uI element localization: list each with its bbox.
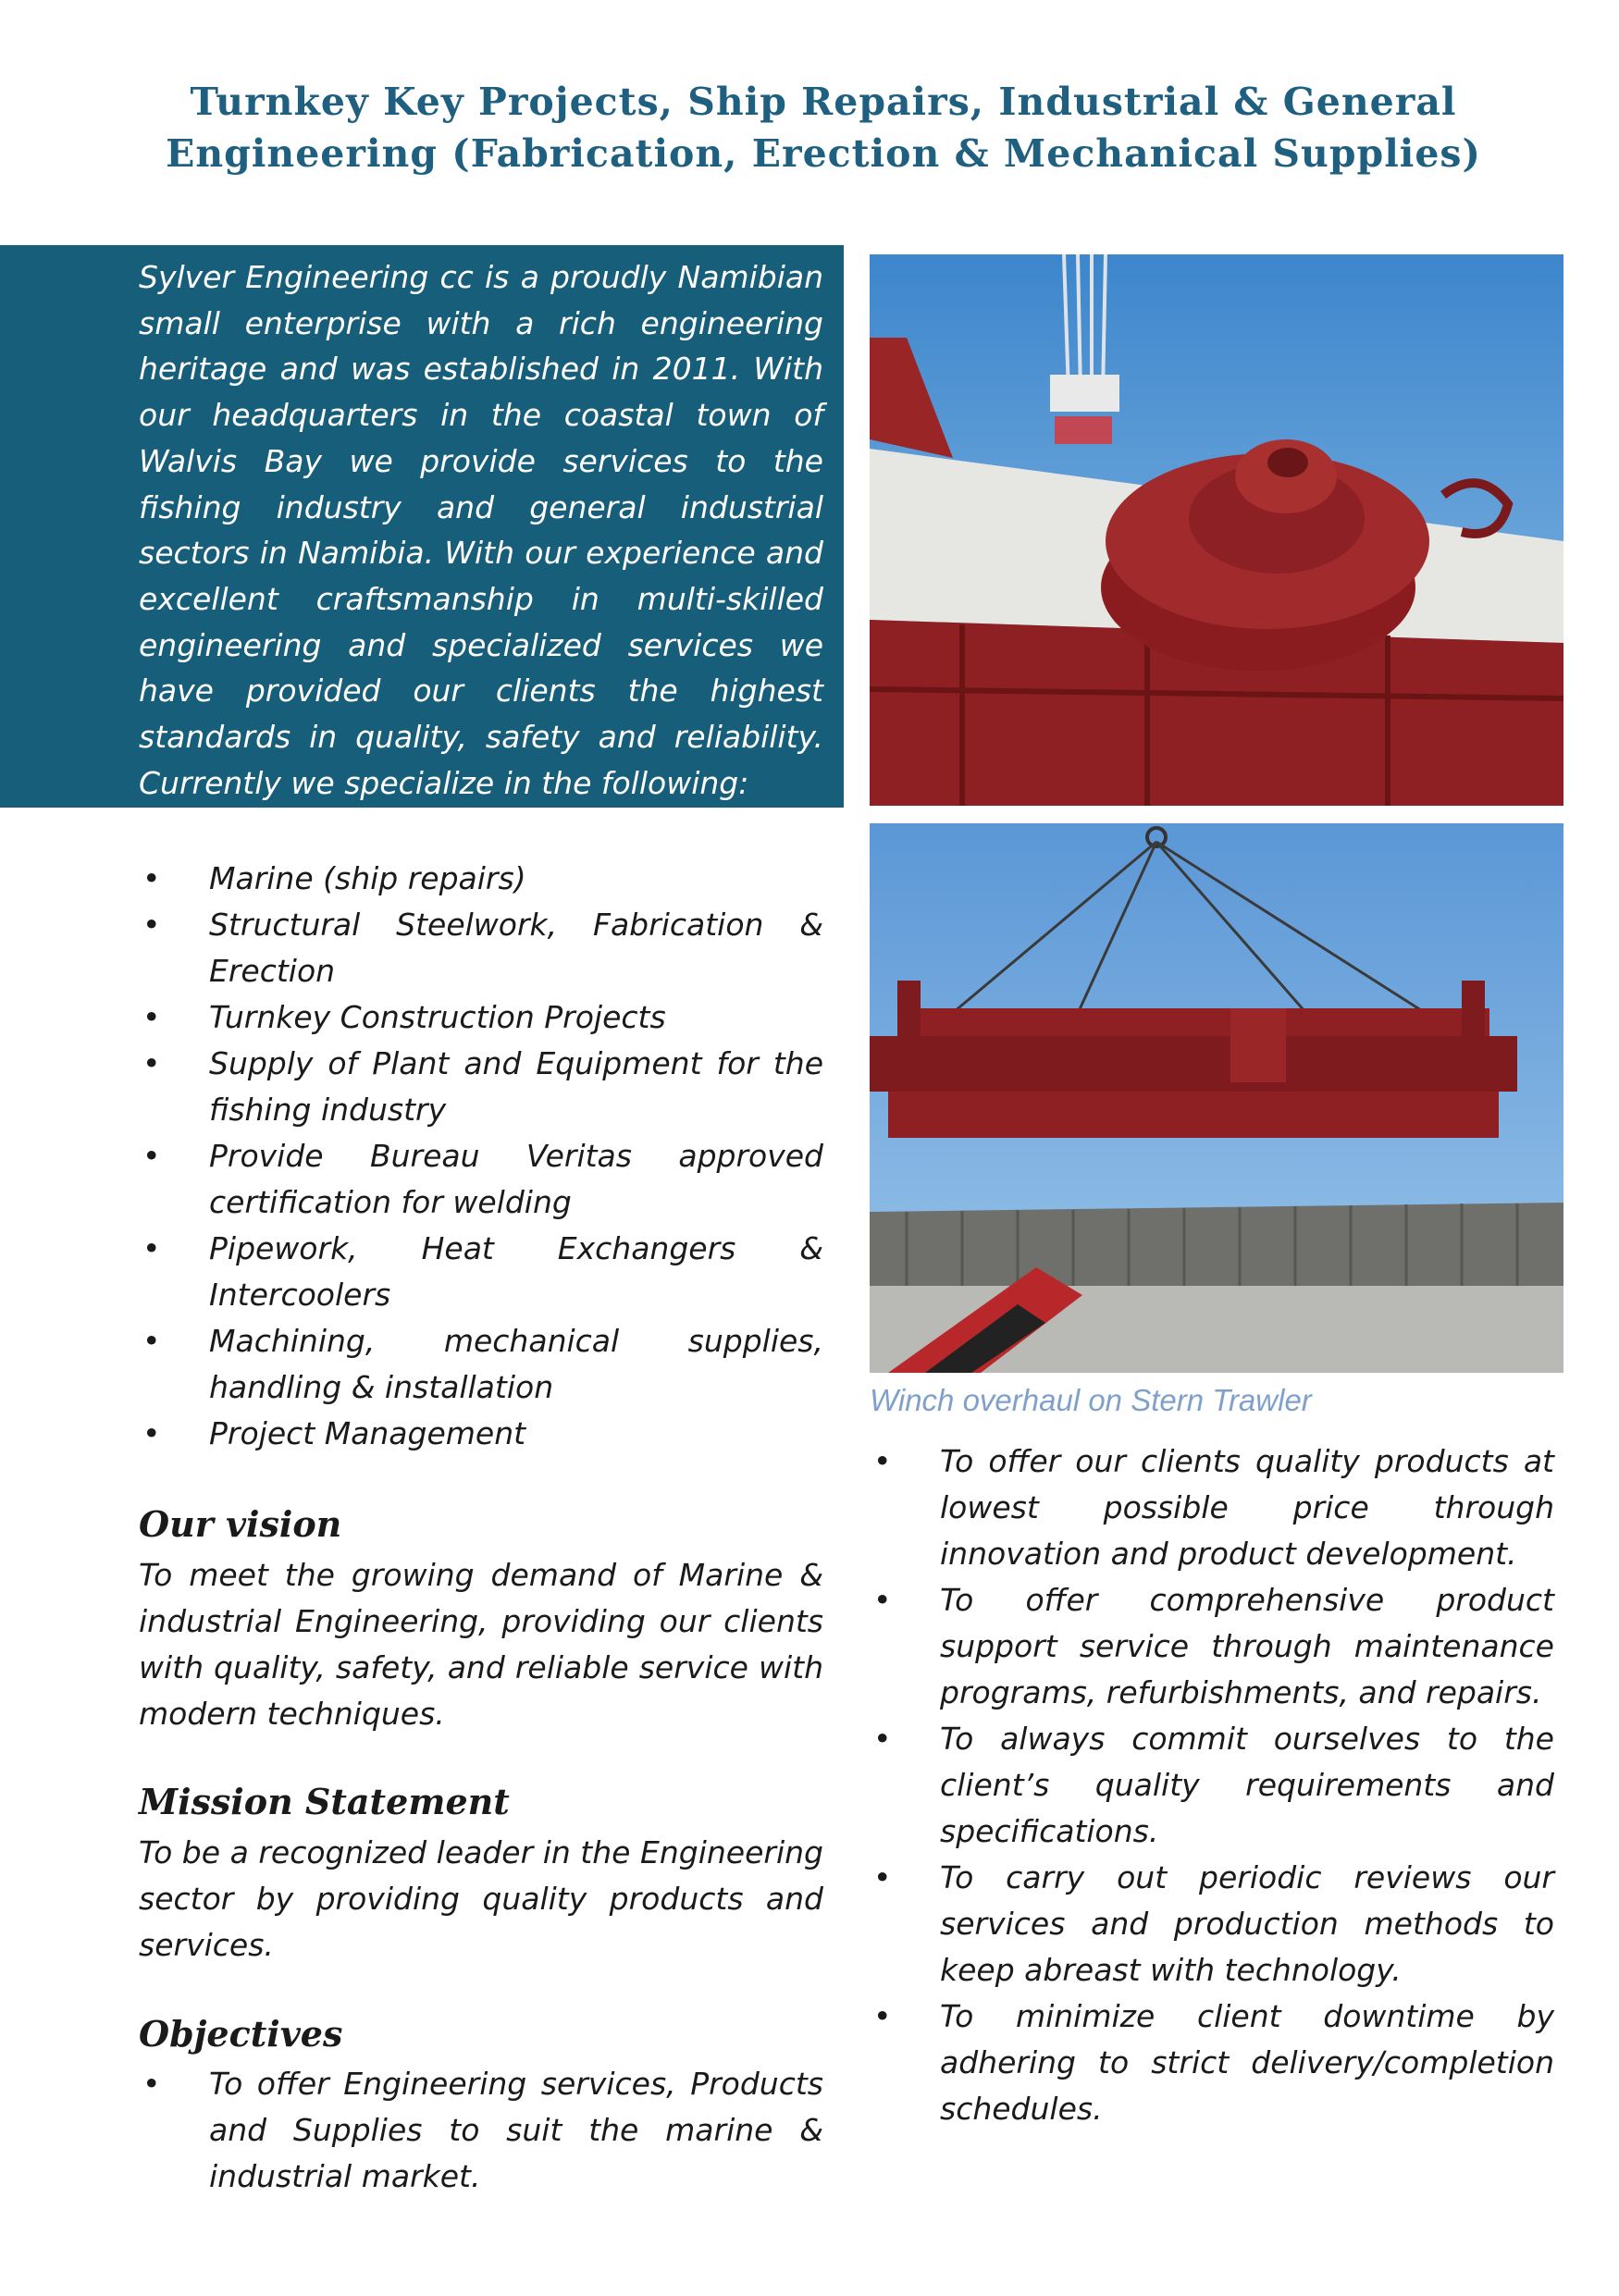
list-item-text: To offer our clients quality products at lowest possible price through innovation and product development. [940,1443,1554,1572]
bullet-icon: • [873,1443,892,1479]
list-item [139,2061,823,2200]
list-item [870,1577,1554,1716]
bullet-icon: • [142,860,161,896]
bullet-icon: • [873,1859,892,1895]
intro-paragraph: Sylver Engineering cc is a proudly Namibian small enterprise with a rich engineering heritage and was established in 2011. With our headquarters in the coastal town of Walvis Bay we provide services to the fishing industry and general industrial sectors in Namibia. With our experience and excellent craftsmanship in multi-skilled engineering and specialized services we have provided our clients the highest standards in quality, safety and reliability. Currently we specialize in the following: [139,259,823,801]
list-item-text: Structural Steelwork, Fabrication & Erection [209,907,823,989]
bullet-icon: • [142,1415,161,1451]
list-item-text: To offer comprehensive product support service through maintenance programs, refurbishments, and repairs. [940,1582,1554,1710]
page-title-line-1: Turnkey Key Projects, Ship Repairs, Industrial & General [190,80,1457,124]
list-item-text: Machining, mechanical supplies, handling & installation [209,1323,823,1405]
vision-heading: Our vision [139,1503,342,1545]
page-title-line-2: Engineering (Fabrication, Erection & Mechanical Supplies) [166,131,1481,176]
list-item [870,1438,1554,1577]
mission-text: To be a recognized leader in the Engineering sector by providing quality products and services. [139,1834,823,1963]
objectives-list-left [139,2061,823,2200]
list-item-text: Project Management [209,1415,526,1451]
winch-drum-photo [870,254,1563,806]
list-item-text: Marine (ship repairs) [209,860,526,896]
bullet-icon: • [873,1998,892,2034]
list-item-text: Turnkey Construction Projects [209,999,666,1035]
list-item-text: Provide Bureau Veritas approved certification for welding [209,1138,823,1220]
bullet-icon: • [142,1045,161,1081]
specializations-list [139,856,823,1457]
list-item [139,1411,823,1457]
crane-lift-photo [870,823,1563,1373]
list-item-text: To offer Engineering services, Products and Supplies to suit the marine & industrial market. [209,2066,823,2194]
list-item [139,994,823,1041]
bullet-icon: • [873,1582,892,1618]
objectives-heading: Objectives [139,2013,343,2055]
bullet-icon: • [142,1323,161,1359]
list-item-text: To carry out periodic reviews our services and production methods to keep abreast with technology. [940,1859,1554,1988]
bullet-icon: • [873,1721,892,1757]
objectives-list-right [870,1438,1554,2132]
list-item [139,1226,823,1318]
list-item [139,1133,823,1226]
mission-heading: Mission Statement [139,1781,510,1822]
photo-caption: Winch overhaul on Stern Trawler [870,1383,1312,1417]
list-item-text: Supply of Plant and Equipment for the fishing industry [209,1045,823,1128]
list-item-text: To minimize client downtime by adhering to strict delivery/completion schedules. [940,1998,1554,2127]
list-item [139,1041,823,1133]
bullet-icon: • [142,1230,161,1266]
list-item [139,856,823,902]
bullet-icon: • [142,907,161,943]
list-item-text: Pipework, Heat Exchangers & Intercoolers [209,1230,823,1313]
page-title [139,76,1508,179]
bullet-icon: • [142,999,161,1035]
list-item-text: To always commit ourselves to the client’s quality requirements and specifications. [940,1721,1554,1849]
list-item [139,902,823,994]
vision-text: To meet the growing demand of Marine & industrial Engineering, providing our clients with quality, safety, and reliable service with modern techniques. [139,1557,823,1732]
bullet-icon: • [142,1138,161,1174]
list-item [139,1318,823,1411]
list-item [870,1855,1554,1994]
bullet-icon: • [142,2066,161,2102]
list-item [870,1716,1554,1855]
list-item [870,1994,1554,2132]
